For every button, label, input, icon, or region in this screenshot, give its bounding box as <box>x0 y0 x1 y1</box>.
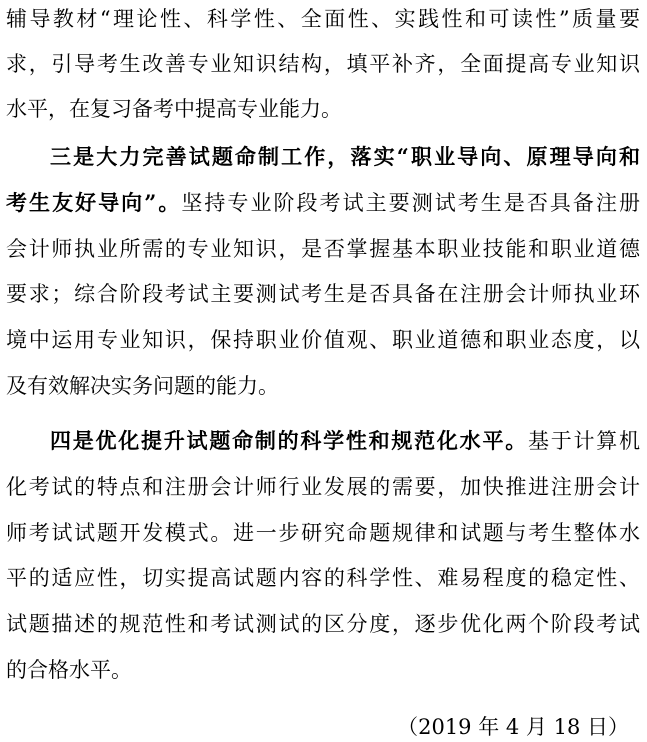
paragraph-three-line-2 <box>6 188 640 218</box>
paragraph-intro-line-1: 辅导教材“理论性、科学性、全面性、实践性和可读性”质量要 <box>6 7 640 31</box>
document-date: （2019 年 4 月 18 日） <box>397 715 629 739</box>
paragraph-four-heading: 四是优化提升试题命制的科学性和规范化水平。 <box>50 428 528 453</box>
paragraph-three-line-3: 会计师执业所需的专业知识，是否掌握基本职业技能和职业道德 <box>6 237 640 261</box>
paragraph-three-line-5: 境中运用专业知识，保持职业价值观、职业道德和职业态度，以 <box>6 328 640 352</box>
paragraph-four-line-5: 试题描述的规范性和考试测试的区分度，逐步优化两个阶段考试 <box>6 612 640 636</box>
paragraph-four-line-4: 平的适应性，切实提高试题内容的科学性、难易程度的稳定性、 <box>6 566 640 590</box>
paragraph-four-line-3: 师考试试题开发模式。进一步研究命题规律和试题与考生整体水 <box>6 521 640 545</box>
paragraph-three-line-4: 要求；综合阶段考试主要测试考生是否具备在注册会计师执业环 <box>6 282 640 306</box>
paragraph-four-line-6: 的合格水平。 <box>6 658 132 682</box>
paragraph-intro-line-2: 求，引导考生改善专业知识结构，填平补齐，全面提高专业知识 <box>6 52 640 76</box>
paragraph-three-heading-line-1: 三是大力完善试题命制工作，落实“职业导向、原理导向和 <box>50 144 640 169</box>
paragraph-four-line-2: 化考试的特点和注册会计师行业发展的需要，加快推进注册会计 <box>6 475 640 499</box>
paragraph-three-line-6: 及有效解决实务问题的能力。 <box>6 374 279 398</box>
paragraph-four-line-1-rest: 基于计算机 <box>527 429 641 453</box>
paragraph-three-line-2-rest: 坚持专业阶段考试主要测试考生是否具备注册 <box>181 191 640 215</box>
paragraph-intro-line-3: 水平，在复习备考中提高专业能力。 <box>6 97 342 121</box>
paragraph-four-line-1 <box>50 426 640 456</box>
paragraph-three-heading-end: 考生友好导向”。 <box>6 190 182 215</box>
